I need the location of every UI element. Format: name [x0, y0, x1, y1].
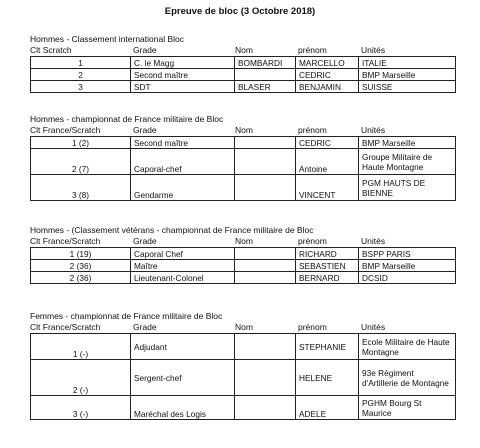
- table-row: [31, 334, 456, 360]
- cell-rank: 2 (-): [31, 360, 131, 396]
- header-grade: Grade: [133, 125, 157, 135]
- section-france-hommes: [30, 114, 455, 201]
- cell-rank: 3 (-): [31, 396, 131, 420]
- cell-grade: Second maître: [131, 137, 235, 149]
- cell-grade: SDT: [131, 81, 235, 93]
- cell-grade: Second maître: [131, 69, 235, 81]
- results-table: [30, 136, 456, 201]
- cell-nom: [235, 248, 296, 260]
- cell-unite: SUISSE: [359, 81, 456, 93]
- cell-prenom: CEDRIC: [296, 69, 359, 81]
- results-table: [30, 56, 456, 93]
- table-row: [31, 57, 456, 69]
- cell-rank: 2: [31, 69, 131, 81]
- header-prenom: prénom: [298, 236, 327, 246]
- table-row: [31, 69, 456, 81]
- cell-nom: [235, 175, 296, 201]
- cell-nom: [235, 360, 296, 396]
- cell-unite: BMP Marseille: [359, 137, 456, 149]
- cell-grade: Adjudant: [131, 334, 235, 360]
- cell-nom: BOMBARDI: [235, 57, 296, 69]
- header-grade: Grade: [133, 322, 157, 332]
- cell-grade: Lieutenant-Colonel: [131, 272, 235, 284]
- cell-prenom: RICHARD: [296, 248, 359, 260]
- header-clt: Clt France/Scratch: [30, 322, 101, 332]
- cell-unite: ITALIE: [359, 57, 456, 69]
- table-row: [31, 175, 456, 201]
- cell-prenom: BENJAMIN: [296, 81, 359, 93]
- header-prenom: prénom: [298, 322, 327, 332]
- cell-unite: Groupe Militaire de Haute Montagne: [359, 149, 456, 175]
- header-clt: Clt France/Scratch: [30, 236, 101, 246]
- header-nom: Nom: [235, 45, 253, 55]
- cell-nom: BLASER: [235, 81, 296, 93]
- cell-grade: Gendarme: [131, 175, 235, 201]
- cell-unite: Ecole Militaire de Haute Montagne: [359, 334, 456, 360]
- cell-unite: PGM HAUTS DE BIENNE: [359, 175, 456, 201]
- section-title: Hommes - (Classement vétérans - championnat de France militaire de Bloc: [30, 225, 314, 235]
- cell-prenom: ADELE: [296, 396, 359, 420]
- section-title: Hommes - championnat de France militaire de Bloc: [30, 114, 224, 124]
- cell-unite: BMP Marseille: [359, 260, 456, 272]
- header-nom: Nom: [235, 125, 253, 135]
- header-clt: Clt France/Scratch: [30, 125, 101, 135]
- cell-prenom: MARCELLO: [296, 57, 359, 69]
- cell-rank: 1 (2): [31, 137, 131, 149]
- header-nom: Nom: [235, 236, 253, 246]
- section-veterans: [30, 225, 455, 284]
- cell-prenom: STEPHANIE: [296, 334, 359, 360]
- section-international: [30, 34, 455, 93]
- header-unites: Unités: [361, 125, 386, 135]
- cell-grade: C. le Magg: [131, 57, 235, 69]
- table-row: [31, 360, 456, 396]
- cell-rank: 1 (19): [31, 248, 131, 260]
- cell-rank: 3 (8): [31, 175, 131, 201]
- column-headers: [30, 322, 455, 333]
- results-table: [30, 333, 456, 420]
- cell-nom: [235, 272, 296, 284]
- section-title: Femmes - championnat de France militaire de Bloc: [30, 311, 223, 321]
- page-title: Epreuve de bloc (3 Octobre 2018): [164, 6, 316, 17]
- table-row: [31, 137, 456, 149]
- cell-grade: Maître: [131, 260, 235, 272]
- column-headers: [30, 125, 455, 136]
- cell-prenom: BERNARD: [296, 272, 359, 284]
- cell-nom: [235, 137, 296, 149]
- cell-rank: 3: [31, 81, 131, 93]
- cell-rank: 2 (7): [31, 149, 131, 175]
- table-row: [31, 272, 456, 284]
- cell-nom: [235, 334, 296, 360]
- column-headers: [30, 236, 455, 247]
- cell-grade: Sergent-chef: [131, 360, 235, 396]
- cell-rank: 2 (36): [31, 272, 131, 284]
- cell-prenom: VINCENT: [296, 175, 359, 201]
- header-unites: Unités: [361, 45, 386, 55]
- table-row: [31, 396, 456, 420]
- cell-grade: Caporal Chef: [131, 248, 235, 260]
- table-row: [31, 149, 456, 175]
- results-table: [30, 247, 456, 284]
- cell-nom: [235, 260, 296, 272]
- cell-prenom: HELENE: [296, 360, 359, 396]
- header-prenom: prénom: [298, 125, 327, 135]
- header-unites: Unités: [361, 322, 386, 332]
- column-headers: [30, 45, 455, 56]
- header-nom: Nom: [235, 322, 253, 332]
- header-prenom: prénom: [298, 45, 327, 55]
- cell-unite: DCSID: [359, 272, 456, 284]
- header-clt: Clt Scratch: [30, 45, 72, 55]
- cell-grade: Maréchal des Logis: [131, 396, 235, 420]
- cell-nom: [235, 396, 296, 420]
- cell-rank: 2 (36): [31, 260, 131, 272]
- table-row: [31, 260, 456, 272]
- cell-prenom: Antoine: [296, 149, 359, 175]
- cell-rank: 1 (-): [31, 334, 131, 360]
- cell-unite: PGHM Bourg St Maurice: [359, 396, 456, 420]
- cell-prenom: CEDRIC: [296, 137, 359, 149]
- section-femmes: [30, 311, 455, 420]
- cell-rank: 1: [31, 57, 131, 69]
- cell-unite: 93e Régiment d'Artillerie de Montagne: [359, 360, 456, 396]
- header-unites: Unités: [361, 236, 386, 246]
- cell-unite: BMP Marseille: [359, 69, 456, 81]
- cell-grade: Caporal-chef: [131, 149, 235, 175]
- table-row: [31, 248, 456, 260]
- cell-unite: BSPP PARIS: [359, 248, 456, 260]
- section-title: Hommes - Classement international Bloc: [30, 34, 185, 44]
- cell-nom: [235, 149, 296, 175]
- header-grade: Grade: [133, 236, 157, 246]
- cell-nom: [235, 69, 296, 81]
- header-grade: Grade: [133, 45, 157, 55]
- cell-prenom: SEBASTIEN: [296, 260, 359, 272]
- table-row: [31, 81, 456, 93]
